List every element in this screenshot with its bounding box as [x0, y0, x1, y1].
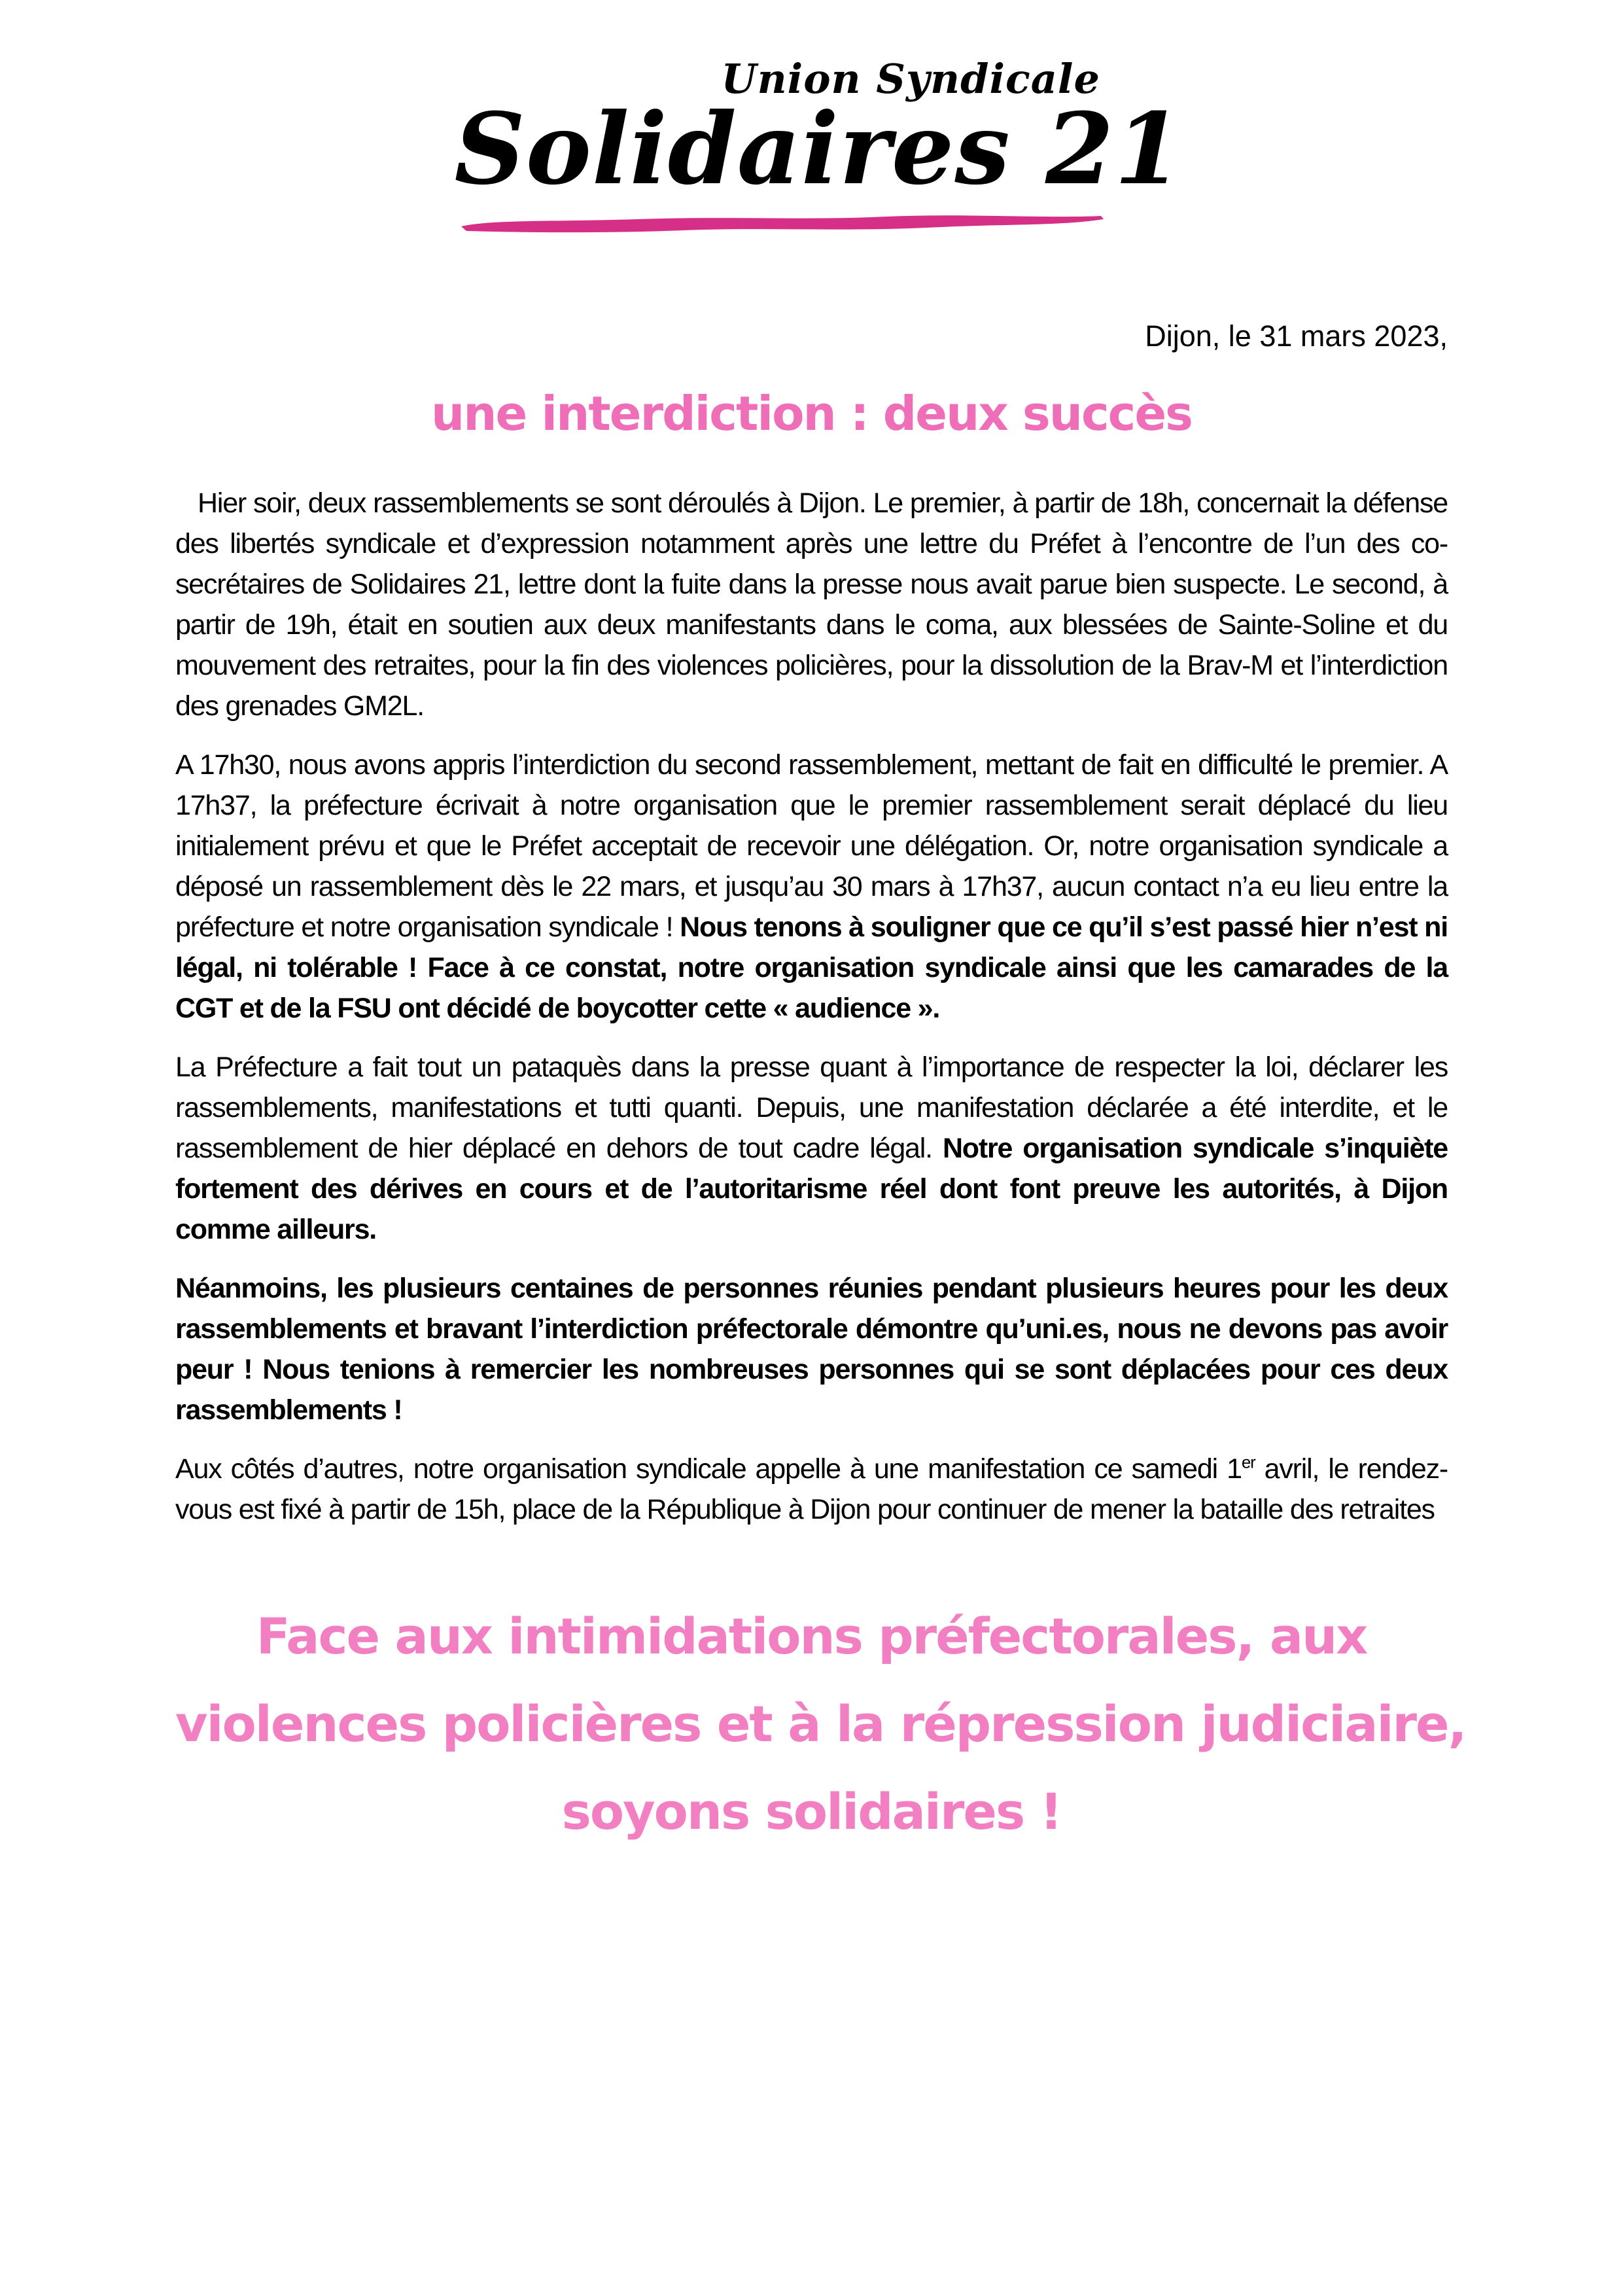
logo: [454, 0, 1183, 234]
body-paragraphs: [175, 483, 1448, 1530]
text-run: Néanmoins, les plusieurs centaines de personnes réunies pendant plusieurs heures pour les deux rassemblements et bravant l’interdiction préfectorale démontre qu’uni.es, nous ne devons pas avoir peur ! Nous tenions à remercier les nombreuses personnes qui se sont déplacées pour ces deux rassemblements !: [175, 1273, 1448, 1426]
text-run: Nous tenons à souligner que ce qu’il s’est passé hier n’est ni légal, ni tolérable ! Face à ce constat, notre organisation syndicale ainsi que les camarades de la CGT et de la FSU ont décidé de boycotter cette « audience ».: [175, 911, 1448, 1024]
text-run: avril, le rendez-vous est fixé à partir de 15h, place de la République à Dijon pour continuer de mener la bataille des retraites: [175, 1453, 1448, 1525]
body-paragraph: [175, 745, 1448, 1029]
headline: une interdiction : deux succès: [430, 386, 1193, 441]
text-run: Notre organisation syndicale s’inquiète fortement des dérives en cours et de l’autoritarisme réel dont font preuve les autorités, à Dijon comme ailleurs.: [175, 1133, 1448, 1245]
text-run: Hier soir, deux rassemblements se sont déroulés à Dijon. Le premier, à partir de 18h, concernait la défense des libertés syndicale et d’expression notamment après une lettre du Préfet à l’encontre de l’un des co-secrétaires de Solidaires 21, lettre dont la fuite dans la presse nous avait parue bien suspecte. Le second, à partir de 19h, était en soutien aux deux manifestants dans le coma, aux blessées de Sainte-Soline et du mouvement des retraites, pour la fin des violences policières, pour la dissolution de la Brav-M et l’interdiction des grenades GM2L.: [175, 487, 1448, 722]
closing-slogan-line: soyons solidaires !: [561, 1782, 1062, 1841]
logo-union-syndicale-text: Union Syndicale: [721, 55, 1100, 103]
closing-slogan: [175, 1593, 1466, 1856]
dateline: Dijon, le 31 mars 2023,: [1145, 319, 1448, 353]
text-run: A 17h30, nous avons appris l’interdiction du second rassemblement, mettant de fait en difficulté le premier. A 17h37, la préfecture écrivait à notre organisation que le premier rassemblement serait déplacé du lieu initialement prévu et que le Préfet acceptait de recevoir une délégation. Or, notre organisation syndicale a déposé un rassemblement dès le 22 mars, et jusqu’au 30 mars à 17h37, aucun contact n’a eu lieu entre la préfecture et notre organisation syndicale !: [175, 749, 1448, 943]
closing-slogan-line: Face aux intimidations préfectorales, aux: [256, 1607, 1367, 1665]
closing-slogan-line: violences policières et à la répression judiciaire,: [175, 1695, 1466, 1753]
body-paragraph: [175, 1449, 1448, 1530]
logo-solidaires-21-text: Solidaires 21: [454, 92, 1183, 207]
text-run: Aux côtés d’autres, notre organisation syndicale appelle à une manifestation ce samedi 1: [175, 1453, 1242, 1485]
body-paragraph: [175, 483, 1448, 726]
text-run: La Préfecture a fait tout un pataquès dans la presse quant à l’importance de respecter la loi, déclarer les rassemblements, manifestations et tutti quanti. Depuis, une manifestation déclarée a été interdite, et le rassemblement de hier déplacé en dehors de tout cadre légal.: [175, 1051, 1448, 1164]
text-run: er: [1241, 1452, 1255, 1472]
body-paragraph: [175, 1268, 1448, 1430]
body-paragraph: [175, 1047, 1448, 1250]
logo-brush-underline: [455, 204, 1109, 234]
